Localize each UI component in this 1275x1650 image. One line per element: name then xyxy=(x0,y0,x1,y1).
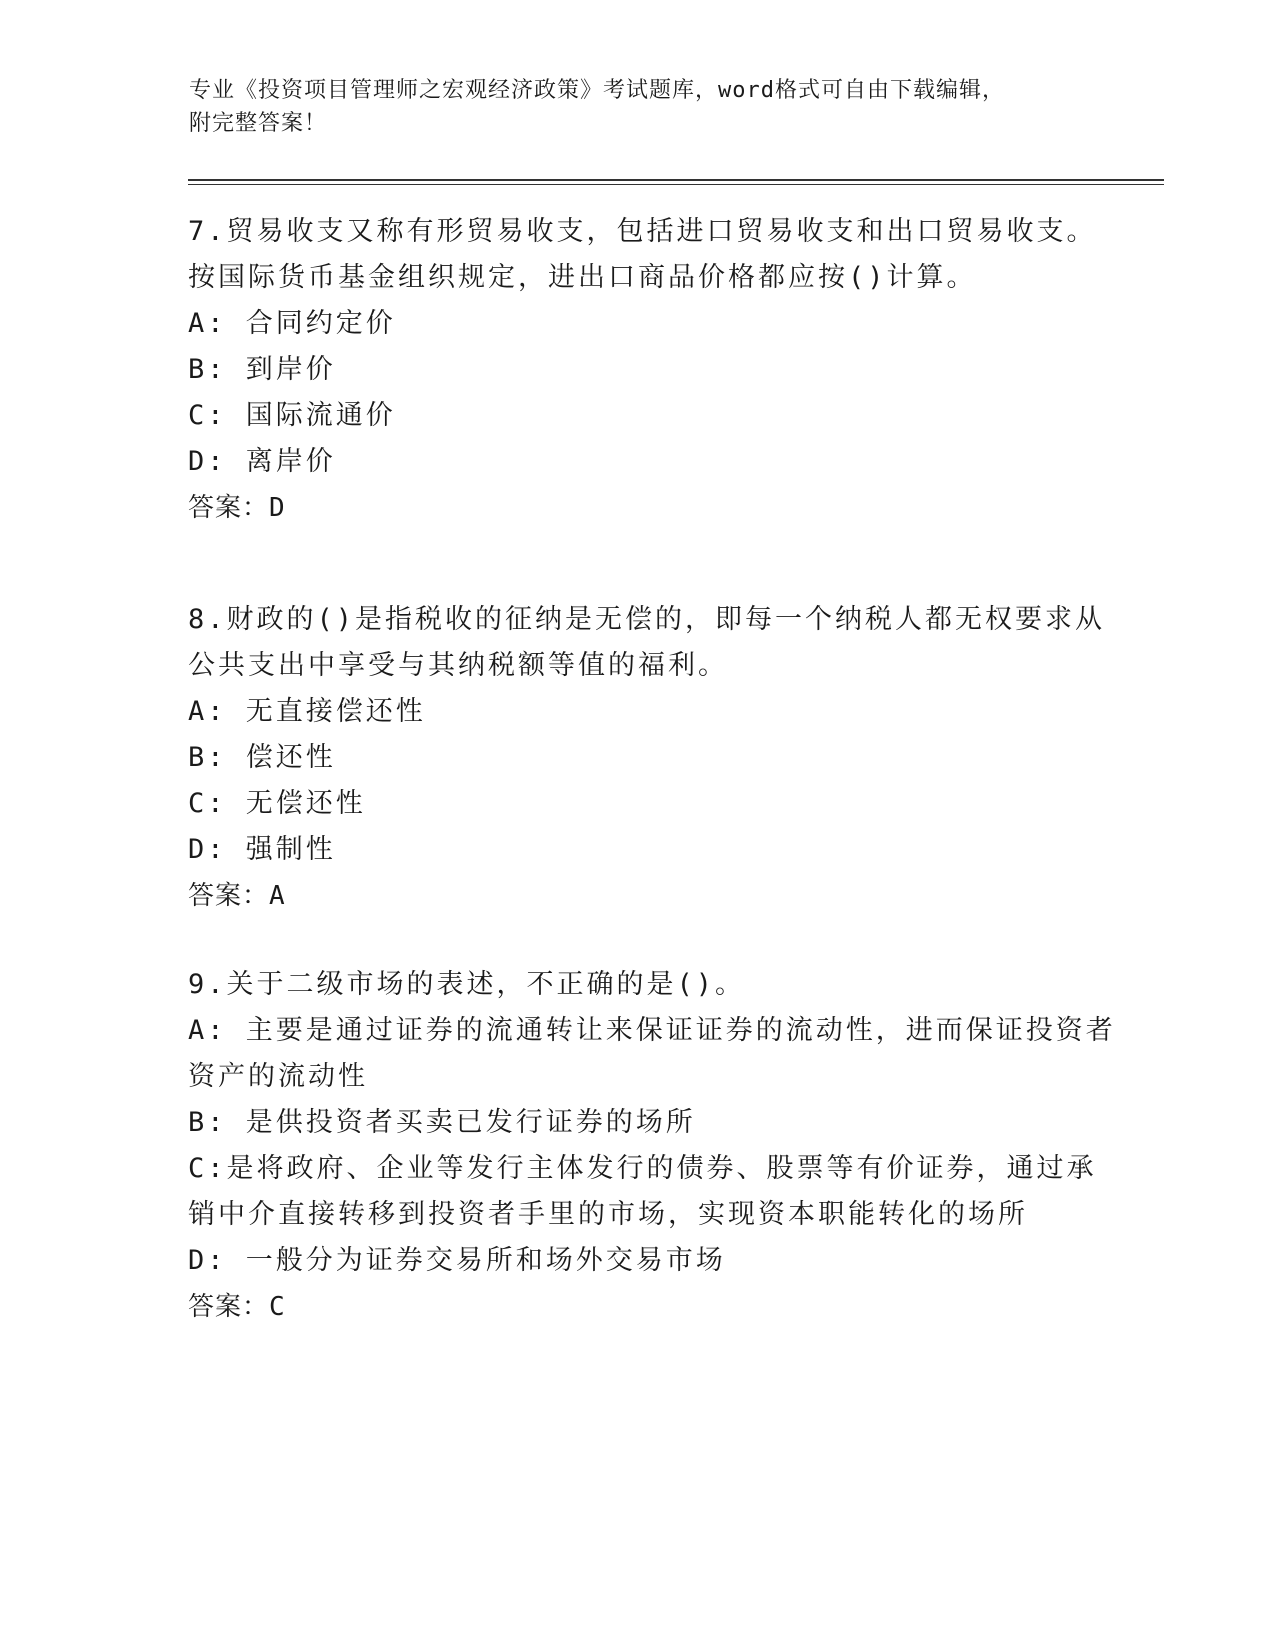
document-header xyxy=(189,74,1089,140)
option-d xyxy=(188,1238,1088,1284)
header-line-1: 专业《投资项目管理师之宏观经济政策》考试题库，word格式可自由下载编辑， xyxy=(189,78,1005,103)
header-line-2: 附完整答案！ xyxy=(189,111,328,136)
option-c-continuation: 销中介直接转移到投资者手里的市场，实现资本职能转化的场所 xyxy=(188,1199,1028,1230)
answer-label: 答案： xyxy=(188,493,270,523)
answer-value: C xyxy=(269,1292,286,1322)
option-c xyxy=(188,1146,1097,1192)
option-b xyxy=(188,1100,1088,1146)
option-c xyxy=(188,393,1088,439)
option-text: 一般分为证券交易所和场外交易市场 xyxy=(245,1245,726,1276)
question-9 xyxy=(188,962,1116,1330)
option-text: 离岸价 xyxy=(245,446,336,477)
option-text: 无直接偿还性 xyxy=(245,696,426,727)
header-divider xyxy=(188,179,1164,185)
option-label: C: xyxy=(188,788,227,819)
option-a-continuation: 资产的流动性 xyxy=(188,1061,368,1092)
answer-label: 答案： xyxy=(188,1292,270,1322)
answer-line xyxy=(188,1284,1088,1330)
answer-line xyxy=(188,485,1088,531)
question-stem xyxy=(188,209,1097,301)
option-label: D: xyxy=(188,834,227,865)
option-a xyxy=(188,689,1088,735)
option-text: 合同约定价 xyxy=(245,308,396,339)
option-a xyxy=(188,1008,1116,1054)
option-label: B: xyxy=(188,1107,227,1138)
option-text: 无偿还性 xyxy=(245,788,366,819)
option-b xyxy=(188,735,1088,781)
option-label: D: xyxy=(188,1245,227,1276)
option-label: B: xyxy=(188,742,227,773)
option-c xyxy=(188,781,1088,827)
answer-label: 答案： xyxy=(188,881,270,911)
option-label: C: xyxy=(188,400,227,431)
stem-line: 7.贸易收支又称有形贸易收支，包括进口贸易收支和出口贸易收支。 xyxy=(188,216,1097,247)
option-d xyxy=(188,439,1088,485)
answer-value: D xyxy=(269,493,286,523)
question-8 xyxy=(188,597,1106,919)
question-7 xyxy=(188,209,1097,531)
option-b xyxy=(188,347,1088,393)
option-text: 偿还性 xyxy=(245,742,336,773)
option-text: 主要是通过证券的流通转让来保证证券的流动性，进而保证投资者 xyxy=(245,1015,1116,1046)
option-text: 是将政府、企业等发行主体发行的债券、股票等有价证券，通过承 xyxy=(226,1153,1097,1184)
answer-value: A xyxy=(269,881,286,911)
option-label: A: xyxy=(188,1015,227,1046)
question-stem xyxy=(188,962,1088,1008)
stem-line: 按国际货币基金组织规定，进出口商品价格都应按()计算。 xyxy=(188,262,977,293)
stem-line: 公共支出中享受与其纳税额等值的福利。 xyxy=(188,650,728,681)
option-text: 强制性 xyxy=(245,834,336,865)
option-label: D: xyxy=(188,446,227,477)
option-a xyxy=(188,301,1088,347)
question-stem xyxy=(188,597,1106,689)
stem-line: 9.关于二级市场的表述，不正确的是()。 xyxy=(188,969,746,1000)
option-label: A: xyxy=(188,696,227,727)
option-text: 是供投资者买卖已发行证券的场所 xyxy=(245,1107,696,1138)
option-d xyxy=(188,827,1088,873)
option-label: C: xyxy=(188,1153,227,1184)
option-label: B: xyxy=(188,354,227,385)
answer-line xyxy=(188,873,1088,919)
stem-line: 8.财政的()是指税收的征纳是无偿的，即每一个纳税人都无权要求从 xyxy=(188,604,1106,635)
option-text: 到岸价 xyxy=(245,354,336,385)
option-label: A: xyxy=(188,308,227,339)
option-text: 国际流通价 xyxy=(245,400,396,431)
